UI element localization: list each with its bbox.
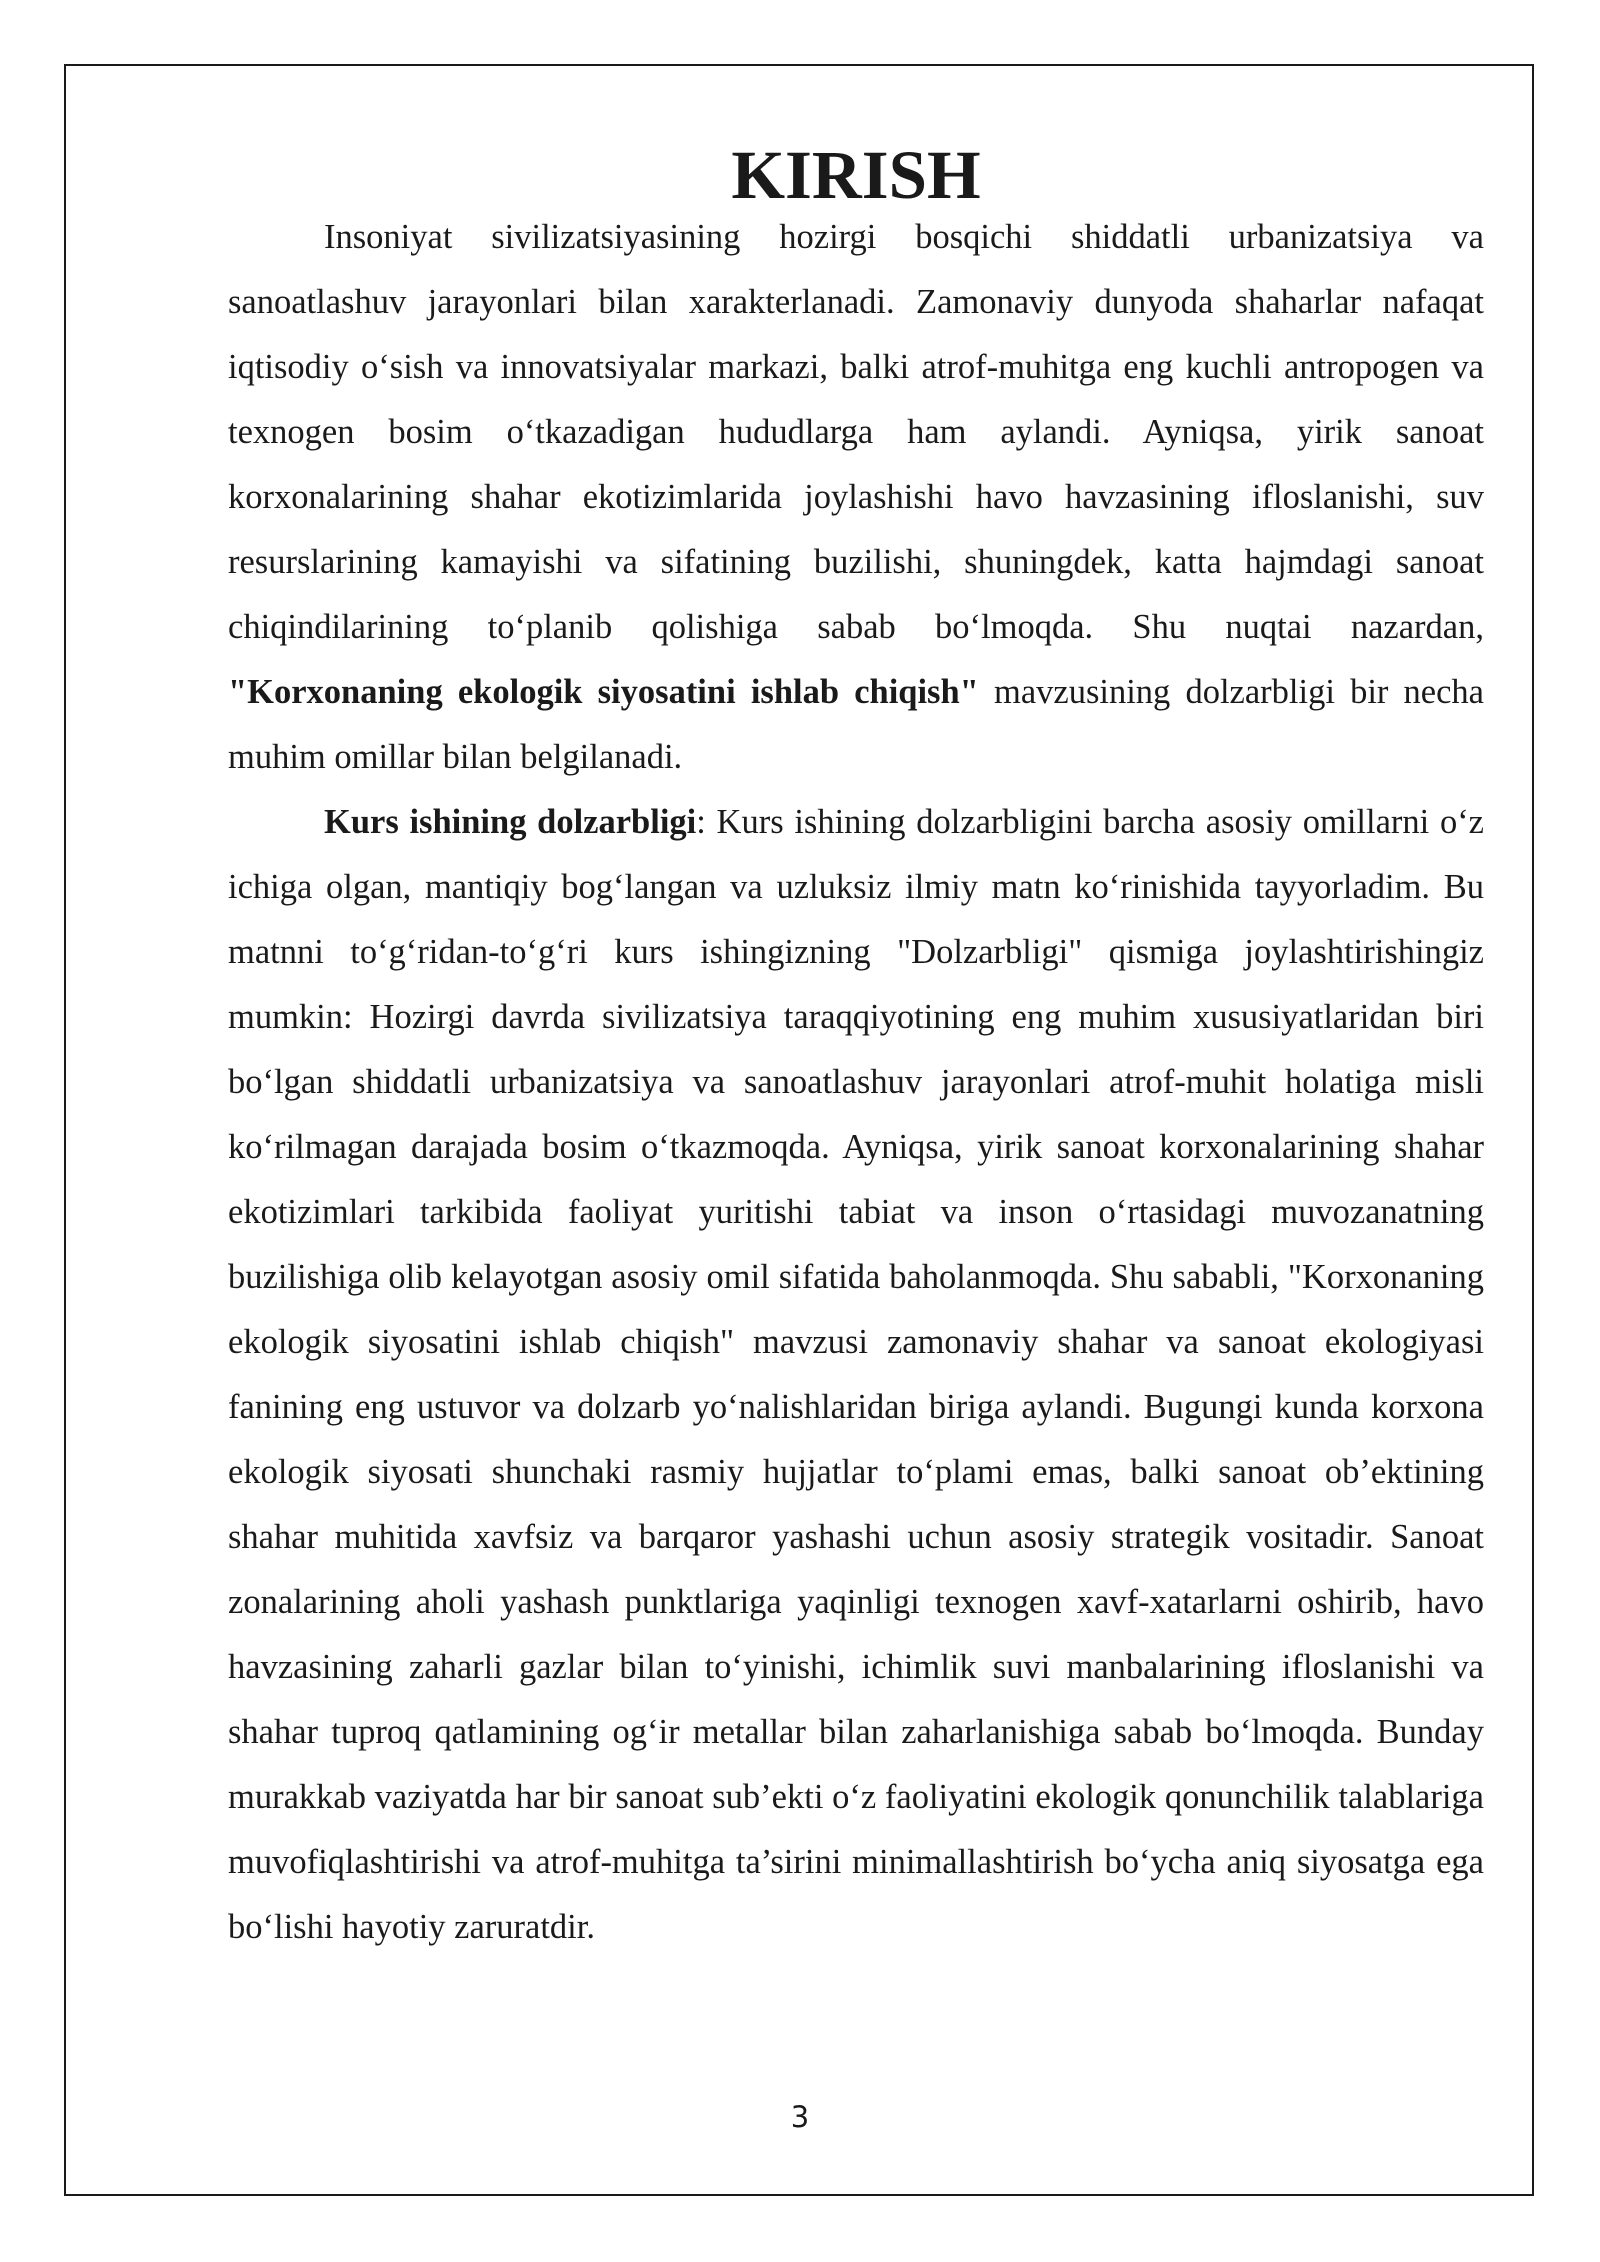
page-number: 3 — [790, 2100, 810, 2134]
topic-title-bold: "Korxonaning ekologik siyosatini ishlab chiqish" — [228, 673, 979, 711]
section-heading: KIRISH — [731, 137, 981, 213]
intro-text-end: mavzusining dolzarbligi bir necha muhim omillar bilan belgilanadi. — [228, 673, 1484, 776]
intro-paragraph — [228, 205, 1484, 790]
document-body — [228, 137, 1484, 1960]
intro-text: Insoniyat sivilizatsiyasining hozirgi bosqichi shiddatli urbanizatsiya va sanoatlashuv jarayonlari bilan xarakterlanadi. Zamonaviy dunyoda shaharlar nafaqat iqtisodiy o‘sish va innovatsiyalar markazi, balki atrof-muhitga eng kuchli antropogen va texnogen bosim o‘tkazadigan hududlarga ham aylandi. Ayniqsa, yirik sanoat korxonalarining shahar ekotizimlarida joylashishi havo havzasining ifloslanishi, suv resurslarining kamayishi va sifatining buzilishi, shuningdek, katta hajmdagi sanoat chiqindilarining to‘planib qolishiga sabab bo‘lmoqda. Shu nuqtai nazardan, — [228, 218, 1484, 646]
relevance-text: : Kurs ishining dolzarbligini barcha asosiy omillarni o‘z ichiga olgan, mantiqiy bog‘langan va uzluksiz ilmiy matn ko‘rinishida tayyorladim. Bu matnni to‘g‘ridan-to‘g‘ri kurs ishingizning "Dolzarbligi" qismiga joylashtirishingiz mumkin: Hozirgi davrda sivilizatsiya taraqqiyotining eng muhim xususiyatlaridan biri bo‘lgan shiddatli urbanizatsiya va sanoatlashuv jarayonlari atrof-muhit holatiga misli ko‘rilmagan darajada bosim o‘tkazmoqda. Ayniqsa, yirik sanoat korxonalarining shahar ekotizimlari tarkibida faoliyat yuritishi tabiat va inson o‘rtasidagi muvozanatning buzilishiga olib kelayotgan asosiy omil sifatida baholanmoqda. Shu sababli, "Korxonaning ekologik siyosatini ishlab chiqish" mavzusi zamonaviy shahar va sanoat ekologiyasi fanining eng ustuvor va dolzarb yo‘nalishlaridan biriga aylandi. Bugungi kunda korxona ekologik siyosati shunchaki rasmiy hujjatlar to‘plami emas, balki sanoat ob’ektining shahar muhitida xavfsiz va barqaror yashashi uchun asosiy strategik vositadir. Sanoat zonalarining aholi yashash punktlariga yaqinligi texnogen xavf-xatarlarni oshirib, havo havzasining zaharli gazlar bilan to‘yinishi, ichimlik suvi manbalarining ifloslanishi va shahar tuproq qatlamining og‘ir metallar bilan zaharlanishiga sabab bo‘lmoqda. Bunday murakkab vaziyatda har bir sanoat sub’ekti o‘z faoliyatini ekologik qonunchilik talablariga muvofiqlashtirishi va atrof-muhitga ta’sirini minimallashtirish bo‘ycha aniq siyosatga ega bo‘lishi hayotiy zaruratdir. — [228, 803, 1484, 1946]
relevance-label-bold: Kurs ishining dolzarbligi — [324, 803, 697, 841]
relevance-paragraph — [228, 790, 1484, 1960]
